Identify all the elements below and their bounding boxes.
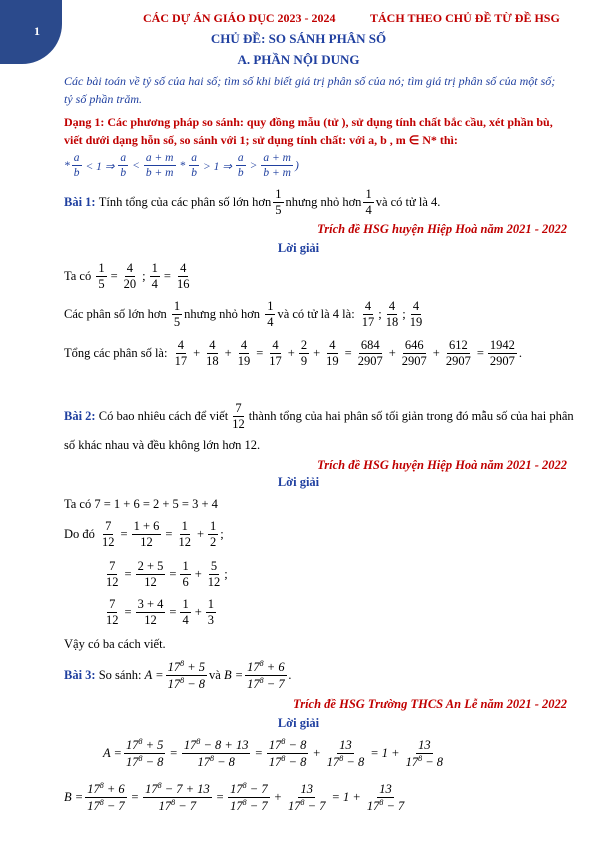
bai3-step-b: B = $\frac{17^8 + 6}{17^8 - 7}$ = $\frac{17^8 - 7 + 13}{17^8 - 7}$ = $\frac{17^8 - 7}{17^8 - 7}$ + $\frac{13}{17^8 - 7}$ = 1 + $\frac{13}{17^8 - 7}$ [64,781,405,814]
bai1-reference: Trích đề HSG huyện Hiệp Hoà năm 2021 - 2022 [317,222,567,236]
bai2-way3: $\frac{7}{12}$ = $\frac{3 + 4}{12}$ = $\frac{1}{4}$ + $\frac{1}{3}$ [106,597,214,628]
bai1-step3: Tổng các phân số là: $\frac{4}{17}$ + $\frac{4}{18}$ + $\frac{4}{19}$ = $\frac{4}{17}$ + $\frac{2}{9}$ + $\frac{4}{19}$ = $\frac{684}{2907}$ + $\frac{646}{2907}$ + $\frac{612}{2907}$ = $\frac{1942}{2907}$ . [64,338,522,369]
bai3-reference: Trích đề HSG Trường THCS An Lễ năm 2021 - 2022 [293,697,567,711]
bai2-step1: Ta có 7 = 1 + 6 = 2 + 5 = 3 + 4 [64,497,218,511]
bai2-reference: Trích đề HSG huyện Hiệp Hoà năm 2021 - 2022 [317,458,567,472]
property-formula: * $\frac{a}{b}$ < 1 ⇒ $\frac{a}{b}$ < $\frac{a + m}{b + m}$ * $\frac{a}{b}$ > 1 ⇒ $\frac{a}{b}$ > $\frac{a + m}{b + m}$ ) [64,152,299,180]
bai2-statement-cont: số khác nhau và đều không lớn hơn 12. [64,438,261,452]
bai3-statement: Bài 3: So sánh: A = $\frac{17^8 + 5}{17^8 - 8}$ và B = $\frac{17^8 + 6}{17^8 - 7}$ . [64,659,292,692]
intro-line2: tỷ số phần trăm. [64,92,142,106]
dang-line2: viết dưới dạng hỗn số, so sánh với 1; sử dụng tính chất: với a, b , m ∈ N* thì: [64,133,458,147]
bai1-loigiai: Lời giải [277,241,320,255]
bai2-way1: Do đó $\frac{7}{12}$ = $\frac{1 + 6}{12}$ = $\frac{1}{12}$ + $\frac{1}{2}$ ; [64,519,224,550]
page-number: 1 [34,24,40,38]
header-right: TÁCH THEO CHỦ ĐỀ TỪ ĐỀ HSG [370,11,560,25]
section-title: A. PHẦN NỘI DUNG [237,52,360,67]
bai1-statement: Bài 1: Tính tổng của các phân số lớn hơn $\frac{1}{5}$ nhưng nhỏ hơn $\frac{1}{4}$ và có tử là 4. [64,187,441,218]
intro-line1: Các bài toán về tỷ số của hai số; tìm số khi biết giá trị phân số của nó; tìm giá trị phân số của một số; [64,74,556,88]
topic-title: CHỦ ĐỀ: SO SÁNH PHÂN SỐ [210,31,387,46]
dang-line1: Dạng 1: Các phương pháp so sánh: quy đồng mẫu (tử ), sử dụng tính chất bắc cầu, xét phần bù, [64,115,553,129]
bai3-loigiai: Lời giải [277,716,320,730]
bai2-loigiai: Lời giải [277,475,320,489]
bai3-step-a: A = $\frac{17^8 + 5}{17^8 - 8}$ = $\frac{17^8 - 8 + 13}{17^8 - 8}$ = $\frac{17^8 - 8}{17^8 - 8}$ + $\frac{13}{17^8 - 8}$ = 1 + $\frac{13}{17^8 - 8}$ [103,737,444,770]
header-left: CÁC DỰ ÁN GIÁO DỤC 2023 - 2024 [143,11,336,25]
bai1-step2: Các phân số lớn hơn $\frac{1}{5}$ nhưng nhỏ hơn $\frac{1}{4}$ và có tử là 4 là: $\frac{4}{17}$ ; $\frac{4}{18}$ ; $\frac{4}{19}$ [64,299,423,330]
bai2-conclusion: Vậy có ba cách viết. [64,637,166,651]
bai1-step1: Ta có $\frac{1}{5}$ = $\frac{4}{20}$ ; $\frac{1}{4}$ = $\frac{4}{16}$ [64,261,190,292]
bai2-way2: $\frac{7}{12}$ = $\frac{2 + 5}{12}$ = $\frac{1}{6}$ + $\frac{5}{12}$ ; [106,559,228,590]
bai2-statement: Bài 2: Có bao nhiêu cách để viết $\frac{7}{12}$ thành tổng của hai phân số tối giản trong đó mẫu số của hai phân [64,401,574,432]
